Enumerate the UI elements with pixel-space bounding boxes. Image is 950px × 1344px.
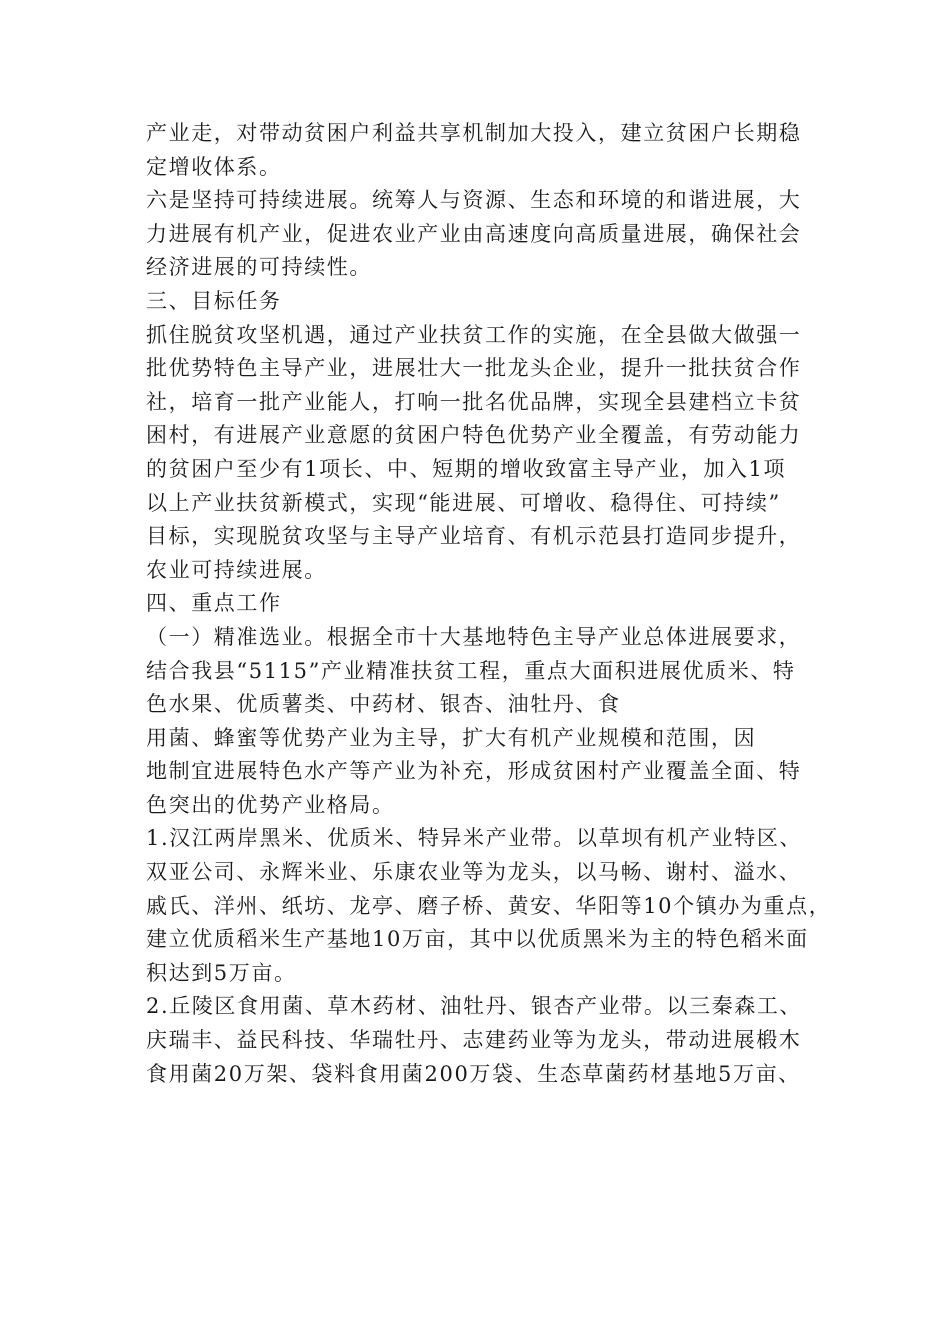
text-line: 力进展有机产业，促进农业产业由高速度向高质量进展，确保社会 xyxy=(146,221,802,246)
text-line: 抓住脱贫攻坚机遇，通过产业扶贫工作的实施，在全县做大做强一 xyxy=(146,322,802,347)
text-line: 农业可持续进展。 xyxy=(146,557,327,582)
text-line: 用菌、蜂蜜等优势产业为主导，扩大有机产业规模和范围，因 xyxy=(146,725,757,750)
text-line: 六是坚持可持续进展。统筹人与资源、生态和环境的和谐进展，大 xyxy=(146,188,802,213)
text-line: 建立优质稻米生产基地10万亩，其中以优质黑米为主的特色稻米面 xyxy=(146,927,809,952)
text-line: 困村，有进展产业意愿的贫困户特色优势产业全覆盖，有劳动能力 xyxy=(146,423,802,448)
text-line: 食用菌20万架、袋料食用菌200万袋、生态草菌药材基地5万亩、 xyxy=(146,1061,801,1086)
text-line: 的贫困户至少有1项长、中、短期的增收致富主导产业，加入1项 xyxy=(146,456,787,481)
text-line: 以上产业扶贫新模式，实现“能进展、可增收、稳得住、可持续” xyxy=(146,490,781,515)
text-line: 经济进展的可持续性。 xyxy=(146,255,372,280)
text-line: 目标，实现脱贫攻坚与主导产业培育、有机示范县打造同步提升， xyxy=(146,524,802,549)
text-line: 社，培育一批产业能人，打响一批名优品牌，实现全县建档立卡贫 xyxy=(146,389,802,414)
text-line: 色水果、优质薯类、中药材、银杏、油牡丹、食 xyxy=(146,692,621,717)
text-line: 结合我县“5115”产业精准扶贫工程，重点大面积进展优质米、特 xyxy=(146,658,796,683)
document-body xyxy=(146,117,832,1091)
text-line: （一）精准选业。根据全市十大基地特色主导产业总体进展要求， xyxy=(146,624,802,649)
text-line: 地制宜进展特色水产等产业为补充，形成贫困村产业覆盖全面、特 xyxy=(146,759,802,784)
text-line: 色突出的优势产业格局。 xyxy=(146,792,395,817)
text-line: 2.丘陵区食用菌、草木药材、油牡丹、银杏产业带。以三秦森工、 xyxy=(146,994,803,1019)
text-line: 定增收体系。 xyxy=(146,154,282,179)
section-heading: 四、重点工作 xyxy=(146,591,282,616)
text-line: 1.汉江两岸黑米、优质米、特异米产业带。以草坝有机产业特区、 xyxy=(146,826,803,851)
text-line: 积达到5万亩。 xyxy=(146,960,297,985)
text-line: 批优势特色主导产业，进展壮大一批龙头企业，提升一批扶贫合作 xyxy=(146,356,802,381)
text-line: 产业走，对带动贫困户利益共享机制加大投入，建立贫困户长期稳 xyxy=(146,121,802,145)
text-line: 庆瑞丰、益民科技、华瑞牡丹、志建药业等为龙头，带动进展椴木 xyxy=(146,1028,802,1053)
section-heading: 三、目标任务 xyxy=(146,288,282,313)
text-line: 双亚公司、永辉米业、乐康农业等为龙头，以马畅、谢村、溢水、 xyxy=(146,860,802,885)
text-line: 戚氏、洋州、纸坊、龙亭、磨子桥、黄安、华阳等10个镇办为重点， xyxy=(146,893,832,918)
